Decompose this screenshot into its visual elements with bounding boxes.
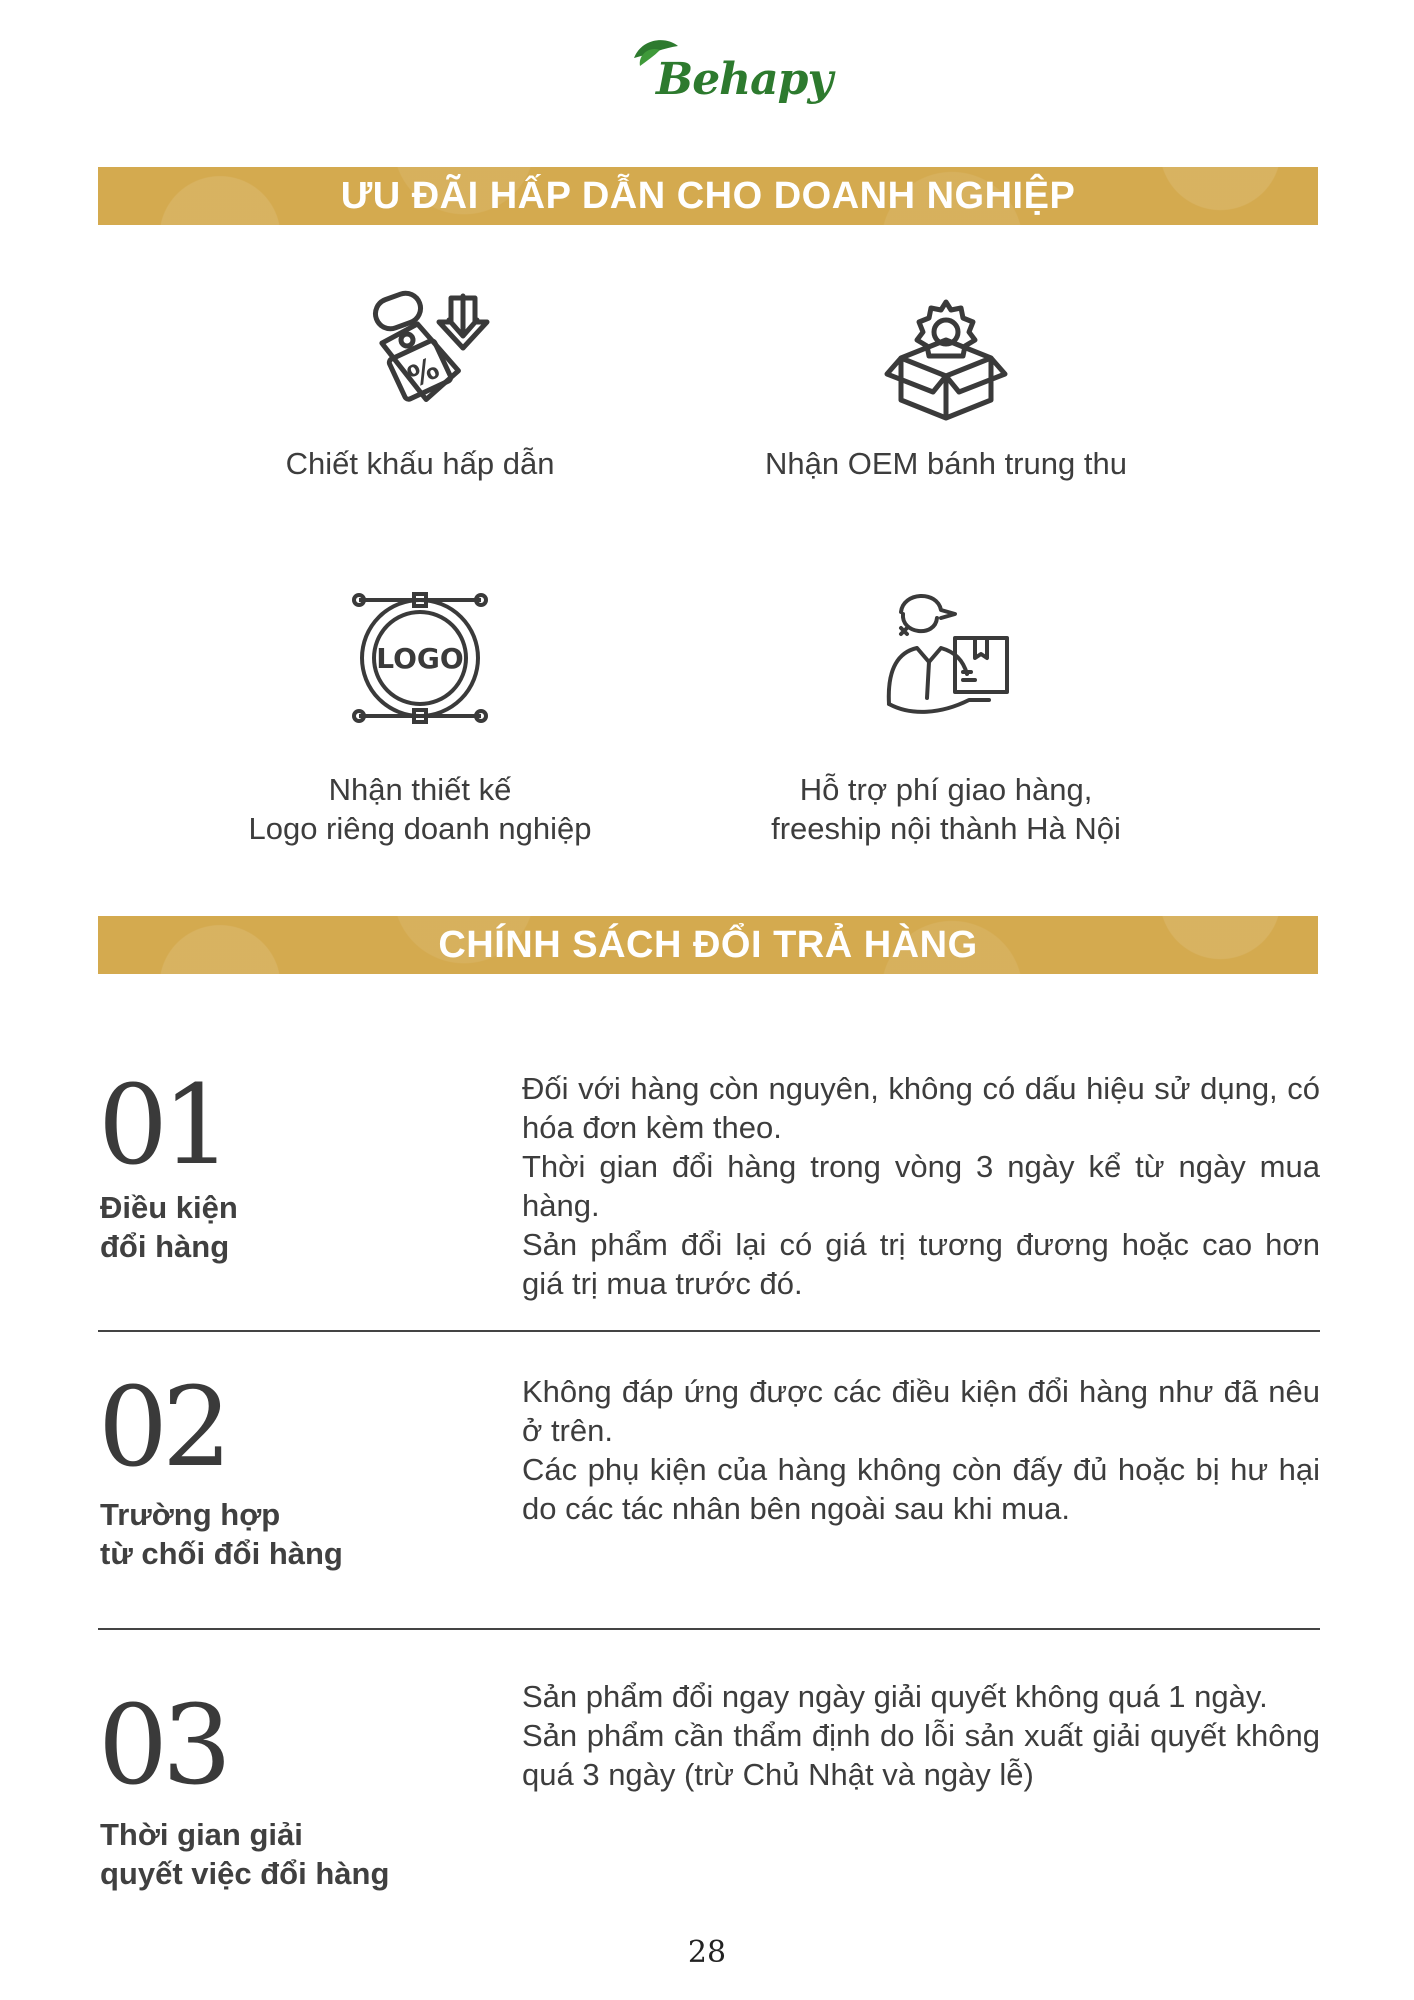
oem-box-gear-icon [871,288,1021,428]
policy-line: Các phụ kiện của hàng không còn đấy đủ hoặc bị hư hại do các tác nhân bên ngoài sau khi mua. [522,1452,1320,1526]
divider [98,1628,1320,1630]
discount-tag-icon [345,288,495,428]
policy-line: Không đáp ứng được các điều kiện đổi hàng như đã nêu ở trên. [522,1374,1320,1448]
section-banner-offers [98,167,1318,225]
feature-discount [200,288,640,483]
section-heading: CHÍNH SÁCH ĐỔI TRẢ HÀNG [438,923,978,966]
page-number: 28 [687,1935,727,1970]
policy-number: 02 [98,1363,226,1491]
policy-title: Thời gian giải quyết việc đổi hàng [100,1817,390,1891]
logo-design-icon [345,588,495,728]
delivery-man-icon [871,588,1021,728]
policy-title: Điều kiện đổi hàng [100,1190,238,1264]
feature-label: Nhận thiết kế Logo riêng doanh nghiệp [248,772,592,846]
policy-description [522,1069,1320,1303]
feature-logo-design [200,588,640,848]
section-heading: ƯU ĐÃI HẤP DẪN CHO DOANH NGHIỆP [340,174,1076,217]
policy-description [522,1372,1320,1528]
divider [98,1330,1320,1332]
section-banner-return-policy [98,916,1318,974]
feature-label: Nhận OEM bánh trung thu [765,446,1127,481]
policy-line: Sản phẩm đổi lại có giá trị tương đương hoặc cao hơn giá trị mua trước đó. [522,1227,1320,1301]
policy-line: Đối với hàng còn nguyên, không có dấu hiệu sử dụng, có hóa đơn kèm theo. [522,1071,1320,1145]
policy-title: Trường hợp từ chối đổi hàng [100,1497,343,1571]
policy-line: Sản phẩm cần thẩm định do lỗi sản xuất giải quyết không quá 3 ngày (trừ Chủ Nhật và ngày lễ) [522,1718,1320,1792]
policy-line: Thời gian đổi hàng trong vòng 3 ngày kể từ ngày mua hàng. [522,1149,1320,1223]
svg-text:%: % [402,351,445,396]
feature-shipping [726,588,1166,848]
policy-description [522,1677,1320,1794]
policy-number: 03 [98,1681,226,1809]
policy-line: Sản phẩm đổi ngay ngày giải quyết không quá 1 ngày. [522,1679,1268,1714]
policy-number: 01 [98,1061,226,1189]
feature-oem [726,288,1166,483]
svg-text:LOGO: LOGO [376,642,464,675]
feature-label: Chiết khấu hấp dẫn [285,446,555,481]
brand-logo [620,36,833,126]
feature-label: Hỗ trợ phí giao hàng, freeship nội thành Hà Nội [771,772,1121,846]
brand-name: Behapy [656,54,833,105]
